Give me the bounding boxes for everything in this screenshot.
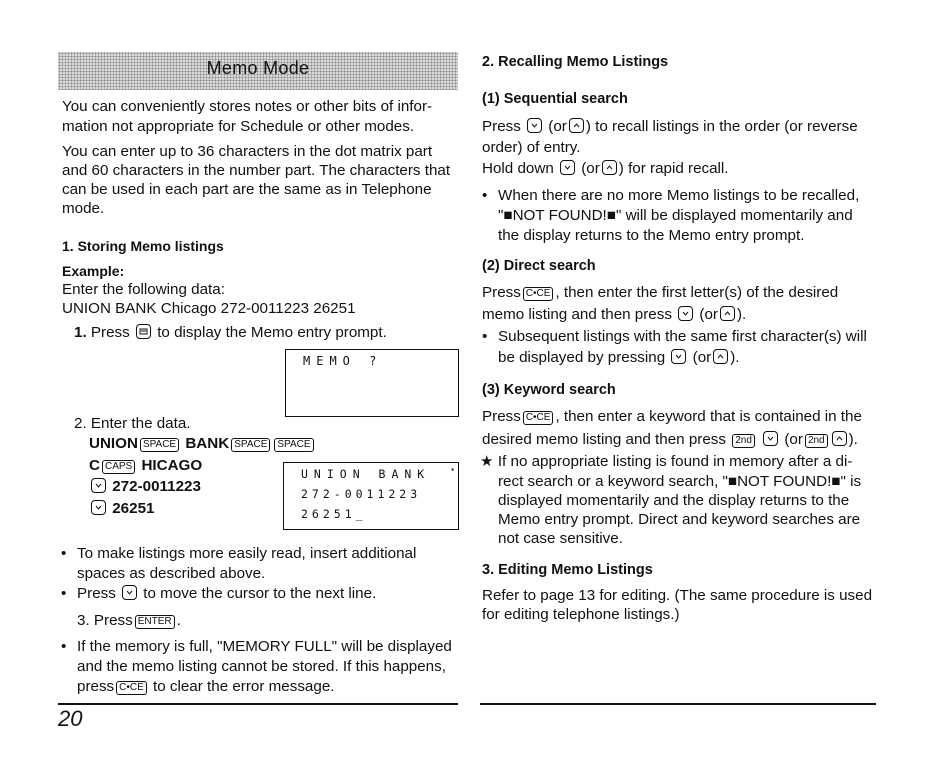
- text: (or: [581, 160, 600, 177]
- entry-text: UNION: [89, 435, 138, 452]
- section-banner: [58, 52, 458, 90]
- bullet-cont: the display returns to the Memo entry prompt.: [498, 227, 805, 244]
- bullet-dot: •: [482, 328, 488, 345]
- entry-line-2: [89, 456, 202, 477]
- cce-key-icon: C•CE: [523, 411, 554, 425]
- note-line: not case sensitive.: [498, 530, 623, 547]
- bullet-text: When there are no more Memo listings to be recalled,: [498, 187, 860, 204]
- bullet-item: [61, 544, 417, 565]
- paragraph-line: [482, 430, 858, 451]
- up-key-icon: [720, 306, 735, 321]
- text: (or: [699, 306, 718, 323]
- memo-key-icon: [136, 324, 151, 339]
- cce-key-icon: C•CE: [523, 287, 554, 301]
- entry-text: 272-0011223: [112, 478, 201, 495]
- space-key-icon: SPACE: [140, 438, 179, 452]
- bullet-item: [61, 637, 452, 658]
- intro-line: can be used in each part are the same as in Telephone: [62, 181, 432, 198]
- bullet-cont: spaces as described above.: [77, 565, 266, 582]
- bullet-cont: [498, 348, 739, 369]
- step-number: 1.: [74, 324, 87, 341]
- down-key-icon: [763, 431, 778, 446]
- text: ).: [730, 349, 740, 366]
- example-line: UNION BANK Chicago 272-0011223 26251: [62, 300, 356, 317]
- example-label: Example:: [62, 263, 125, 279]
- subsection-heading: (2) Direct search: [482, 258, 596, 274]
- entry-line-1: [89, 434, 316, 455]
- entry-line-3: [89, 477, 201, 498]
- step-text: to display the Memo entry prompt.: [157, 324, 387, 341]
- bullet-dot: •: [61, 638, 67, 655]
- lcd-indicator: ▪: [451, 465, 454, 474]
- text: ) for rapid recall.: [618, 160, 729, 177]
- caps-key-icon: CAPS: [102, 460, 135, 474]
- text: (or: [548, 118, 567, 135]
- intro-line: mation not appropriate for Schedule or other modes.: [62, 118, 415, 135]
- text: ).: [736, 306, 747, 323]
- bullet-item: [61, 584, 377, 605]
- lcd-text: MEMO ?: [303, 354, 383, 368]
- entry-text: 26251: [112, 500, 155, 517]
- note-line: displayed momentarily and the display returns to the: [498, 492, 850, 509]
- second-key-icon: 2nd: [732, 434, 755, 448]
- text: Press: [482, 118, 521, 135]
- up-key-icon: [602, 160, 617, 175]
- note-line: rect search or a keyword search, "■NOT FOUND!■" is: [498, 473, 862, 490]
- note-line: ★ If no appropriate listing is found in memory after a di-: [480, 453, 853, 470]
- bullet-cont: and the memo listing cannot be stored. If this happens,: [77, 658, 446, 675]
- paragraph-line: order) of entry.: [482, 139, 581, 156]
- paragraph-line: [482, 407, 862, 428]
- cce-key-icon: C•CE: [116, 681, 147, 695]
- lcd-row: 272-0011223: [301, 487, 422, 501]
- section-heading: 1. Storing Memo listings: [62, 238, 224, 254]
- entry-text: C: [89, 457, 100, 474]
- page-number: 20: [58, 706, 83, 731]
- paragraph-line: for editing telephone listings.): [482, 606, 680, 623]
- space-key-icon: SPACE: [274, 438, 313, 452]
- bullet-item: [482, 186, 860, 207]
- intro-line: You can enter up to 36 characters in the dot matrix part: [62, 143, 433, 160]
- banner-title: Memo Mode: [206, 58, 310, 78]
- intro-line: You can conveniently stores notes or other bits of infor-: [62, 98, 433, 115]
- down-key-icon: [122, 585, 137, 600]
- paragraph-line: [482, 159, 729, 180]
- step-2: 2. Enter the data.: [74, 415, 191, 432]
- bullet-text: to move the cursor to the next line.: [143, 585, 377, 602]
- paragraph-line: [482, 117, 858, 138]
- paragraph-line: [482, 305, 746, 326]
- bullet-text: Subsequent listings with the same first character(s) will: [498, 328, 867, 345]
- section-heading: 2. Recalling Memo Listings: [482, 54, 669, 70]
- down-key-icon: [560, 160, 575, 175]
- space-key-icon: SPACE: [231, 438, 270, 452]
- bullet-text: Press: [77, 585, 116, 602]
- subsection-heading: (1) Sequential search: [482, 91, 628, 107]
- lcd-display-entry: [283, 462, 459, 530]
- down-key-icon: [678, 306, 693, 321]
- intro-line: and 60 characters in the number part. The characters that: [62, 162, 451, 179]
- bullet-text: to clear the error message.: [153, 678, 335, 695]
- lcd-row: 26251_: [301, 507, 367, 521]
- down-key-icon: [671, 349, 686, 364]
- intro-line: mode.: [62, 200, 105, 217]
- down-key-icon: [527, 118, 542, 133]
- bullet-text: press: [77, 678, 115, 695]
- entry-line-4: [89, 499, 154, 520]
- note-line: Memo entry prompt. Direct and keyword searches are: [498, 511, 861, 528]
- text: (or: [692, 349, 712, 366]
- entry-text: HICAGO: [141, 457, 203, 474]
- step-text: 3. Press: [77, 612, 133, 629]
- bullet-dot: •: [61, 585, 67, 602]
- up-key-icon: [569, 118, 584, 133]
- bullet-cont: "■NOT FOUND!■" will be displayed momentarily and: [498, 207, 853, 224]
- text: Press: [482, 284, 521, 301]
- text: memo listing and then press: [482, 306, 672, 323]
- down-key-icon: [91, 500, 106, 515]
- lcd-row: UNION BANK: [301, 467, 431, 481]
- step-text: Press: [90, 324, 130, 341]
- text: desired memo listing and then press: [482, 431, 726, 448]
- bullet-text: If the memory is full, "MEMORY FULL" will be displayed: [77, 638, 452, 655]
- text: (or: [784, 431, 803, 448]
- bullet-text: To make listings more easily read, insert additional: [77, 545, 417, 562]
- bullet-cont: [77, 677, 335, 698]
- footer-rule: [58, 703, 458, 705]
- step-1: [74, 323, 387, 344]
- text: ) to recall listings in the order (or reverse: [585, 118, 858, 135]
- text: Press: [482, 408, 521, 425]
- section-heading: 3. Editing Memo Listings: [482, 562, 653, 578]
- enter-key-icon: ENTER: [135, 615, 175, 629]
- bullet-item: [482, 327, 867, 348]
- text: Hold down: [482, 160, 554, 177]
- bullet-dot: •: [61, 545, 67, 562]
- lcd-display-prompt: [285, 349, 459, 417]
- text: ).: [848, 431, 858, 448]
- up-key-icon: [713, 349, 728, 364]
- example-line: Enter the following data:: [62, 281, 225, 298]
- subsection-heading: (3) Keyword search: [482, 382, 616, 398]
- text: , then enter a keyword that is contained in the: [555, 408, 862, 425]
- up-key-icon: [832, 431, 847, 446]
- second-key-icon: 2nd: [805, 434, 828, 448]
- text: be displayed by pressing: [498, 349, 666, 366]
- text: , then enter the first letter(s) of the desired: [555, 284, 839, 301]
- paragraph-line: Refer to page 13 for editing. (The same procedure is used: [482, 587, 873, 604]
- paragraph-line: [482, 283, 838, 304]
- step-3: 3. Press ENTER .: [77, 612, 181, 629]
- footer-rule: [480, 703, 876, 705]
- entry-text: BANK: [185, 435, 230, 452]
- bullet-dot: •: [482, 187, 488, 204]
- down-key-icon: [91, 478, 106, 493]
